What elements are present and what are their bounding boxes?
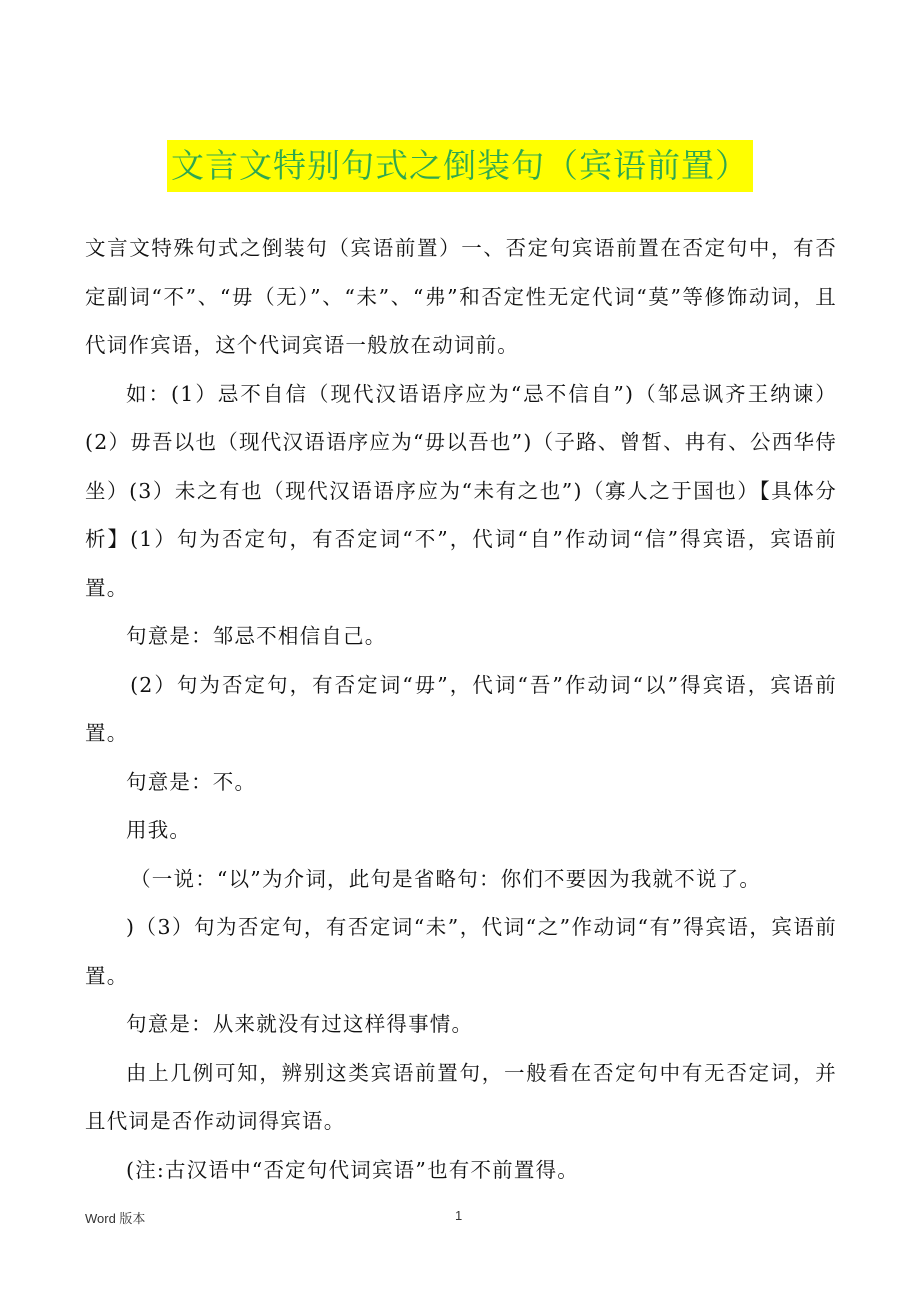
document-title: 文言文特别句式之倒装句（宾语前置） xyxy=(167,140,753,192)
paragraph-meaning-3: 句意是：从来就没有过这样得事情。 xyxy=(126,1012,474,1036)
paragraph-analysis-2: (2）句为否定句，有否定词“毋”，代词“吾”作动词“以”得宾语，宾语前置。 xyxy=(85,672,837,745)
paragraph-note: (注:古汉语中“否定句代词宾语”也有不前置得。 xyxy=(126,1157,579,1182)
paragraph-alt-explanation: （一说：“以”为介词，此句是省略句：你们不要因为我就不说了。 xyxy=(130,866,762,891)
footer-label: Word 版本 xyxy=(85,1211,146,1226)
paragraph-intro: 文言文特殊句式之倒装句（宾语前置）一、否定句宾语前置在否定句中，有否定副词“不”、“毋（无）”、“未”、“弗”和否定性无定代词“莫”等修饰动词，且代词作宾语，这个代词宾语一般放在动词前。 xyxy=(85,236,837,357)
paragraph-analysis-3: )（3）句为否定句，有否定词“未”，代词“之”作动词“有”得宾语，宾语前置。 xyxy=(85,915,837,988)
title-container xyxy=(0,140,920,192)
paragraph-meaning-2b: 用我。 xyxy=(126,818,192,842)
paragraph-examples: 如：(1）忌不自信（现代汉语语序应为“忌不信自”)（邹忌讽齐王纳谏）(2）毋吾以也（现代汉语语序应为“毋以吾也”)（子路、曾皙、冉有、公西华侍坐）(3）未之有也（现代汉语语序应为“未有之也”)（寡人之于国也）【具体分析】(1）句为否定句，有否定词“不”，代词“自”作动词“信”得宾语，宾语前置。 xyxy=(85,381,838,600)
paragraph-summary: 由上几例可知，辨别这类宾语前置句，一般看在否定句中有无否定词，并且代词是否作动词得宾语。 xyxy=(85,1060,837,1133)
document-body xyxy=(85,224,837,1194)
paragraph-meaning-1: 句意是：邹忌不相信自己。 xyxy=(126,624,387,648)
paragraph-meaning-2a: 句意是：不。 xyxy=(126,769,257,794)
page-number: 1 xyxy=(455,1208,463,1223)
